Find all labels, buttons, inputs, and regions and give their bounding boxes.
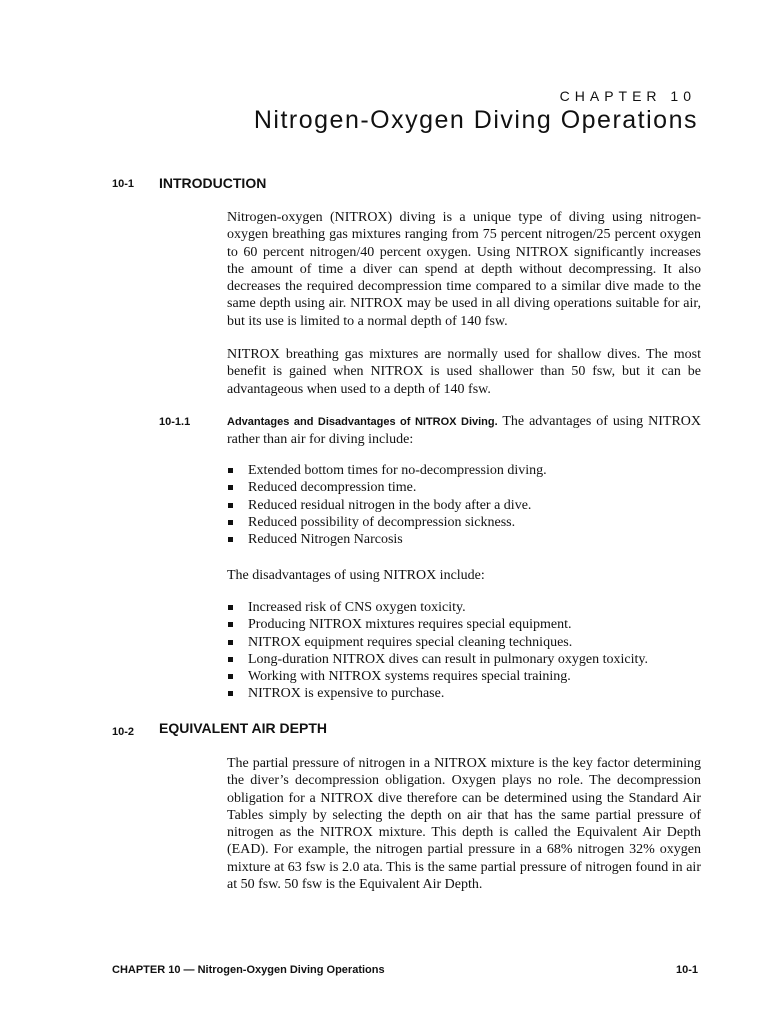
bullet-icon: [228, 657, 233, 662]
list-item-text: NITROX is expensive to purchase.: [248, 686, 445, 702]
bullet-icon: [228, 640, 233, 645]
bullet-icon: [228, 622, 233, 627]
subsection-heading: Advantages and Disadvantages of NITROX Diving.: [227, 416, 498, 428]
list-item: [227, 616, 701, 633]
footer-chapter-title: CHAPTER 10 — Nitrogen-Oxygen Diving Operations: [112, 964, 385, 976]
list-item-text: Working with NITROX systems requires special training.: [248, 669, 571, 685]
list-item: [227, 668, 701, 685]
list-item: [227, 685, 701, 702]
list-item: [227, 651, 701, 668]
list-item-text: Reduced residual nitrogen in the body after a dive.: [248, 497, 532, 513]
list-item: [227, 634, 701, 651]
bullet-icon: [228, 520, 233, 525]
subsection-paragraph: [227, 413, 701, 449]
ead-paragraph: The partial pressure of nitrogen in a NITROX mixture is the key factor determining the diver’s decompression obligation. Oxygen plays no role. The decompression obligation for a NITROX dive therefore can be determined using the Standard Air Tables simply by selecting the depth on air that has the same partial pressure of nitrogen as the NITROX mixture. This depth is called the Equivalent Air Depth (EAD). For example, the nitrogen partial pressure in a 68% nitrogen 32% oxygen mixture at 63 fsw is 2.0 ata. This is the same partial pressure of nitrogen found in air at 50 fsw. 50 fsw is the Equivalent Air Depth.: [227, 756, 701, 893]
list-item: [227, 514, 701, 531]
list-item-text: Extended bottom times for no-decompression diving.: [248, 463, 547, 478]
intro-paragraph-1: Nitrogen-oxygen (NITROX) diving is a unique type of diving using nitrogen-oxygen breathing gas mixtures ranging from 75 percent nitrogen/25 percent oxygen to 60 percent nitrogen/40 percent oxygen. Using NITROX significantly increases the amount of time a diver can spend at depth without decompressing. It also decreases the required decompression time compared to a similar dive made to the same depth using air. NITROX may be used in all diving operations suitable for air, but its use is limited to a normal depth of 140 fsw.: [227, 210, 701, 329]
bullet-icon: [228, 691, 233, 696]
list-item-text: Reduced Nitrogen Narcosis: [248, 532, 403, 548]
subsection-text: The advantages of using NITROX rather than air for diving include:: [227, 414, 701, 448]
subsection-number: 10-1.1: [159, 416, 191, 428]
bullet-icon: [228, 537, 233, 542]
list-item-text: NITROX equipment requires special cleaning techniques.: [248, 634, 573, 650]
chapter-title: Nitrogen-Oxygen Diving Operations: [253, 106, 698, 134]
bullet-icon: [228, 468, 233, 473]
list-item-text: Producing NITROX mixtures requires special equipment.: [248, 617, 572, 633]
intro-paragraph-2: NITROX breathing gas mixtures are normally used for shallow dives. The most benefit is gained when NITROX is used shallower than 50 fsw, but it can be advantageous when used to a depth of 140 fsw.: [227, 347, 701, 397]
section-title: EQUIVALENT AIR DEPTH: [159, 720, 328, 736]
bullet-icon: [228, 674, 233, 679]
list-item: [227, 479, 701, 496]
list-item: [227, 599, 701, 616]
page-number: 10-1: [675, 964, 698, 976]
list-item: [227, 497, 701, 514]
disadvantages-list: [227, 599, 701, 703]
list-item-text: Long-duration NITROX dives can result in pulmonary oxygen toxicity.: [248, 651, 648, 667]
section-title: INTRODUCTION: [159, 175, 267, 191]
list-item-text: Reduced possibility of decompression sickness.: [248, 514, 516, 530]
list-item-text: Increased risk of CNS oxygen toxicity.: [248, 600, 466, 615]
disadvantages-intro: The disadvantages of using NITROX include:: [227, 568, 485, 583]
list-item: [227, 462, 701, 479]
section-number: 10-2: [112, 726, 135, 738]
advantages-list: [227, 462, 701, 548]
chapter-label: CHAPTER 10: [559, 88, 696, 104]
list-item-text: Reduced decompression time.: [248, 480, 417, 496]
list-item: [227, 531, 701, 548]
bullet-icon: [228, 503, 233, 508]
bullet-icon: [228, 485, 233, 490]
section-number: 10-1: [112, 178, 135, 190]
bullet-icon: [228, 605, 233, 610]
